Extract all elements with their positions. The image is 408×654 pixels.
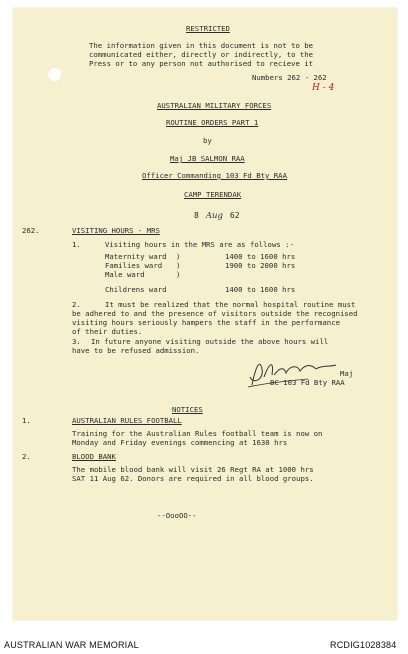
- para-1-text: Visiting hours in the MRS are as follows :-: [105, 240, 294, 249]
- notice-1-line-1: Training for the Australian Rules football team is now on: [72, 429, 323, 438]
- para-2-line-3: visiting hours seriously hampers the staff in the performance: [72, 318, 340, 327]
- date-month: Aug: [205, 211, 223, 221]
- date-day: 8: [194, 211, 199, 220]
- date-year: 62: [229, 211, 240, 220]
- restricted-heading: RESTRICTED: [186, 24, 230, 33]
- notice-2-heading: BLOOD BANK: [72, 452, 116, 461]
- hours-maternity: 1400 to 1600 hrs: [225, 252, 296, 261]
- para-2-number: 2.: [72, 300, 81, 309]
- force-title: AUSTRALIAN MILITARY FORCES: [157, 101, 272, 110]
- footer-source: AUSTRALIAN WAR MEMORIAL: [4, 640, 139, 650]
- notices-heading: NOTICES: [172, 405, 203, 414]
- para-3-line-2: have to be refused admission.: [72, 346, 200, 355]
- notice-1-line-2: Monday and Friday evenings commencing at 1630 hrs: [72, 438, 288, 447]
- notice-1-number: 1.: [22, 416, 31, 425]
- signature-rank: Maj: [340, 369, 354, 378]
- para-3-number: 3.: [72, 337, 81, 346]
- ward-families: Families ward: [105, 261, 163, 270]
- notice-2-number: 2.: [22, 452, 31, 461]
- camp-name: CAMP TERENDAK: [184, 190, 242, 199]
- notice-line-3: Press or to any person not authorised to recieve it: [89, 59, 314, 68]
- by-label: by: [203, 136, 212, 145]
- notice-1-heading: AUSTRALIAN RULES FOOTBALL: [72, 416, 182, 425]
- end-mark: --OooOO--: [157, 511, 197, 520]
- officer-role: Officer Commanding 103 Fd Bty RAA: [142, 171, 287, 180]
- orders-title: ROUTINE ORDERS PART 1: [166, 118, 259, 127]
- notice-line-1: The information given in this document is not to be: [89, 41, 314, 50]
- officer-name: Maj JB SALMON RAA: [170, 154, 245, 163]
- order-numbers: Numbers 262 - 262: [252, 73, 327, 82]
- para-1-number: 1.: [72, 240, 81, 249]
- ward-male: Male ward: [105, 270, 145, 279]
- handwritten-reference: H - 4: [312, 83, 335, 93]
- para-2-line-4: of their duties.: [72, 327, 143, 336]
- notice-2-line-1: The mobile blood bank will visit 26 Regt RA at 1000 hrs: [72, 465, 314, 474]
- brace-mark: ): [176, 261, 181, 270]
- hours-childrens: 1400 to 1600 hrs: [225, 285, 296, 294]
- para-3-line-1: In future anyone visiting outside the above hours will: [91, 337, 329, 346]
- punch-hole: [48, 68, 61, 81]
- order-date: [194, 205, 240, 223]
- para-2-line-1: It must be realized that the normal hospital routine must: [105, 300, 356, 309]
- notice-line-2: communicated either, directly or indirectly, to the: [89, 50, 314, 59]
- order-heading: VISITING HOURS - MRS: [72, 226, 160, 235]
- brace-mark: ): [176, 270, 181, 279]
- footer-id: RCDIG1028384: [330, 640, 397, 650]
- signature-title: BC 103 Fd Bty RAA: [270, 378, 345, 387]
- hours-families: 1900 to 2000 hrs: [225, 261, 296, 270]
- order-number: 262.: [22, 226, 40, 235]
- notice-2-line-2: SAT 11 Aug 62. Donors are required in all blood groups.: [72, 474, 314, 483]
- ward-childrens: Childrens ward: [105, 285, 167, 294]
- para-2-line-2: be adhered to and the presence of visitors outside the recognised: [72, 309, 358, 318]
- brace-mark: ): [176, 252, 181, 261]
- ward-maternity: Maternity ward: [105, 252, 167, 261]
